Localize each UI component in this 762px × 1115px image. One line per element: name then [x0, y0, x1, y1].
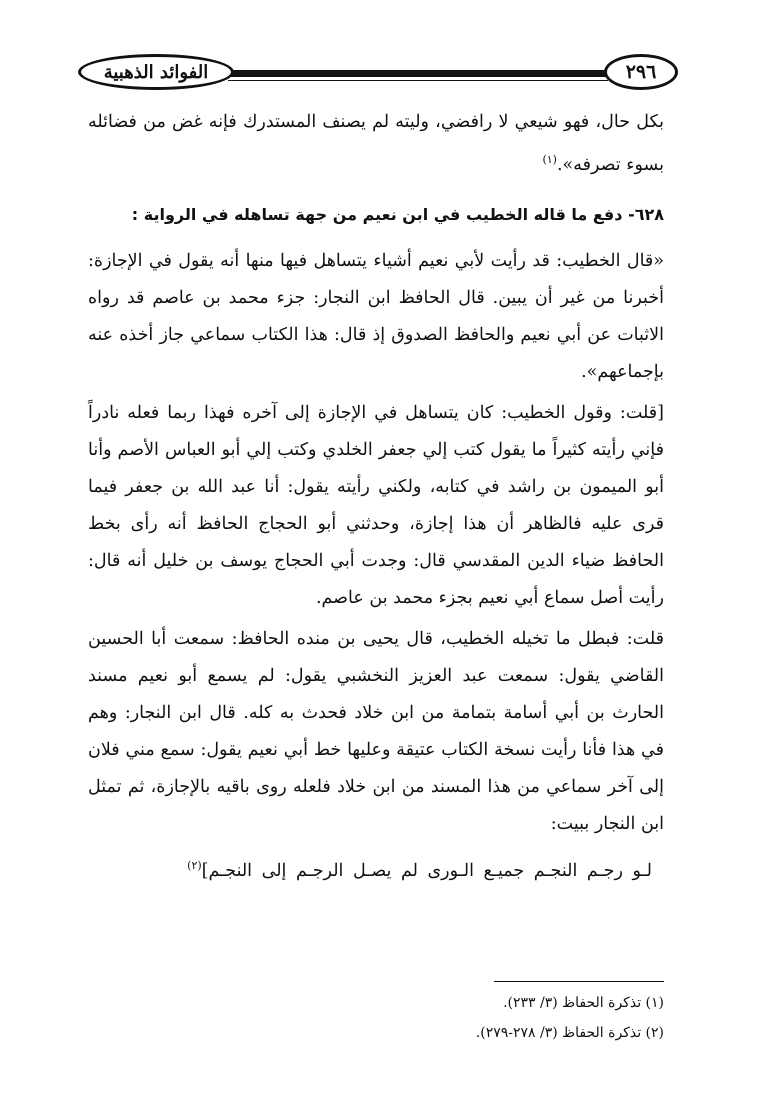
header-rule-thin — [228, 80, 608, 81]
paragraph-comment: [قلت: وقول الخطيب: كان يتساهل في الإجازة إلى آخره فهذا ربما فعله نادراً فإني رأيته كثيراً ما يقول كتب إلي جعفر الخلدي وكتب إلي أبو العباس الأصم وأنا أبو الميمون بن راشد في كتابه، ولكني رأيته يقول: أنا عبد الله بن جعفر فيما قرى عليه فالظاهر أن هذا إجازة، وحدثني أبو الحجاج الحافظ أنه رأى بخط الحافظ ضياء الدين المقدسي قال: وجدت أبي الحجاج يوسف بن خليل أنه قال: رأيت أصل سماع أبي نعيم بجزء محمد بن عاصم. — [88, 402, 664, 608]
section-heading: ٦٢٨- دفع ما قاله الخطيب في ابن نعيم من جهة تساهله في الرواية : — [131, 204, 664, 224]
poem-text: لـو رجـم النجـم جميـع الـورى لم يصـل الرجـم إلى النجـم] — [201, 860, 652, 881]
footnote-2: (٢) تذكرة الحفاظ (٣/ ٢٧٨-٢٧٩). — [475, 1025, 664, 1041]
paragraph-quote: «قال الخطيب: قد رأيت لأبي نعيم أشياء يتساهل فيها منها أنه يقول في الإجازة: أخبرنا من غير أن يبين. قال الحافظ ابن النجار: جزء محمد بن عاصم قد رواه الاثبات عن أبي نعيم والحافظ الصدوق إذ قال: هذا الكتاب سماعي جاز أخذه عنه بإجماعهم». — [88, 250, 664, 382]
poem-line — [88, 847, 664, 890]
footnote-mark: (٢) — [187, 858, 202, 872]
header-rule — [228, 70, 608, 77]
footnotes — [88, 988, 664, 1048]
footnote-1: (١) تذكرة الحفاظ (٣/ ٢٣٣). — [503, 995, 664, 1011]
page-body — [88, 104, 664, 890]
paragraph-continuation — [88, 104, 664, 184]
page-number: ٢٩٦ — [625, 61, 657, 83]
page-number-badge — [604, 54, 678, 90]
page-header — [78, 52, 678, 96]
footnote-separator — [494, 981, 664, 982]
paragraph-rebuttal: قلت: فبطل ما تخيله الخطيب، قال يحيى بن منده الحافظ: سمعت أبا الحسين القاضي يقول: سمعت عبد العزيز النخشبي يقول: لم يسمع أبو نعيم مسند الحارث بن أبي أسامة بتمامة من ابن خلاد فحدث به كله. قال ابن النجار: وهم في هذا فأنا رأيت نسخة الكتاب عتيقة وعليها خط أبي نعيم يقول: سمع مني فلان إلى آخر سماعي من هذا المسند من ابن خلاد فلعله روى باقيه بالإجازة، ثم تمثل ابن النجار ببيت: — [88, 628, 664, 834]
footnote-mark: (١) — [542, 153, 557, 166]
book-title-badge — [78, 54, 234, 90]
book-title: الفوائد الذهبية — [103, 61, 209, 83]
paragraph-text: بكل حال، فهو شيعي لا رافضي، وليته لم يصنف المستدرك فإنه غض من فضائله بسوء تصرفه». — [88, 112, 664, 175]
